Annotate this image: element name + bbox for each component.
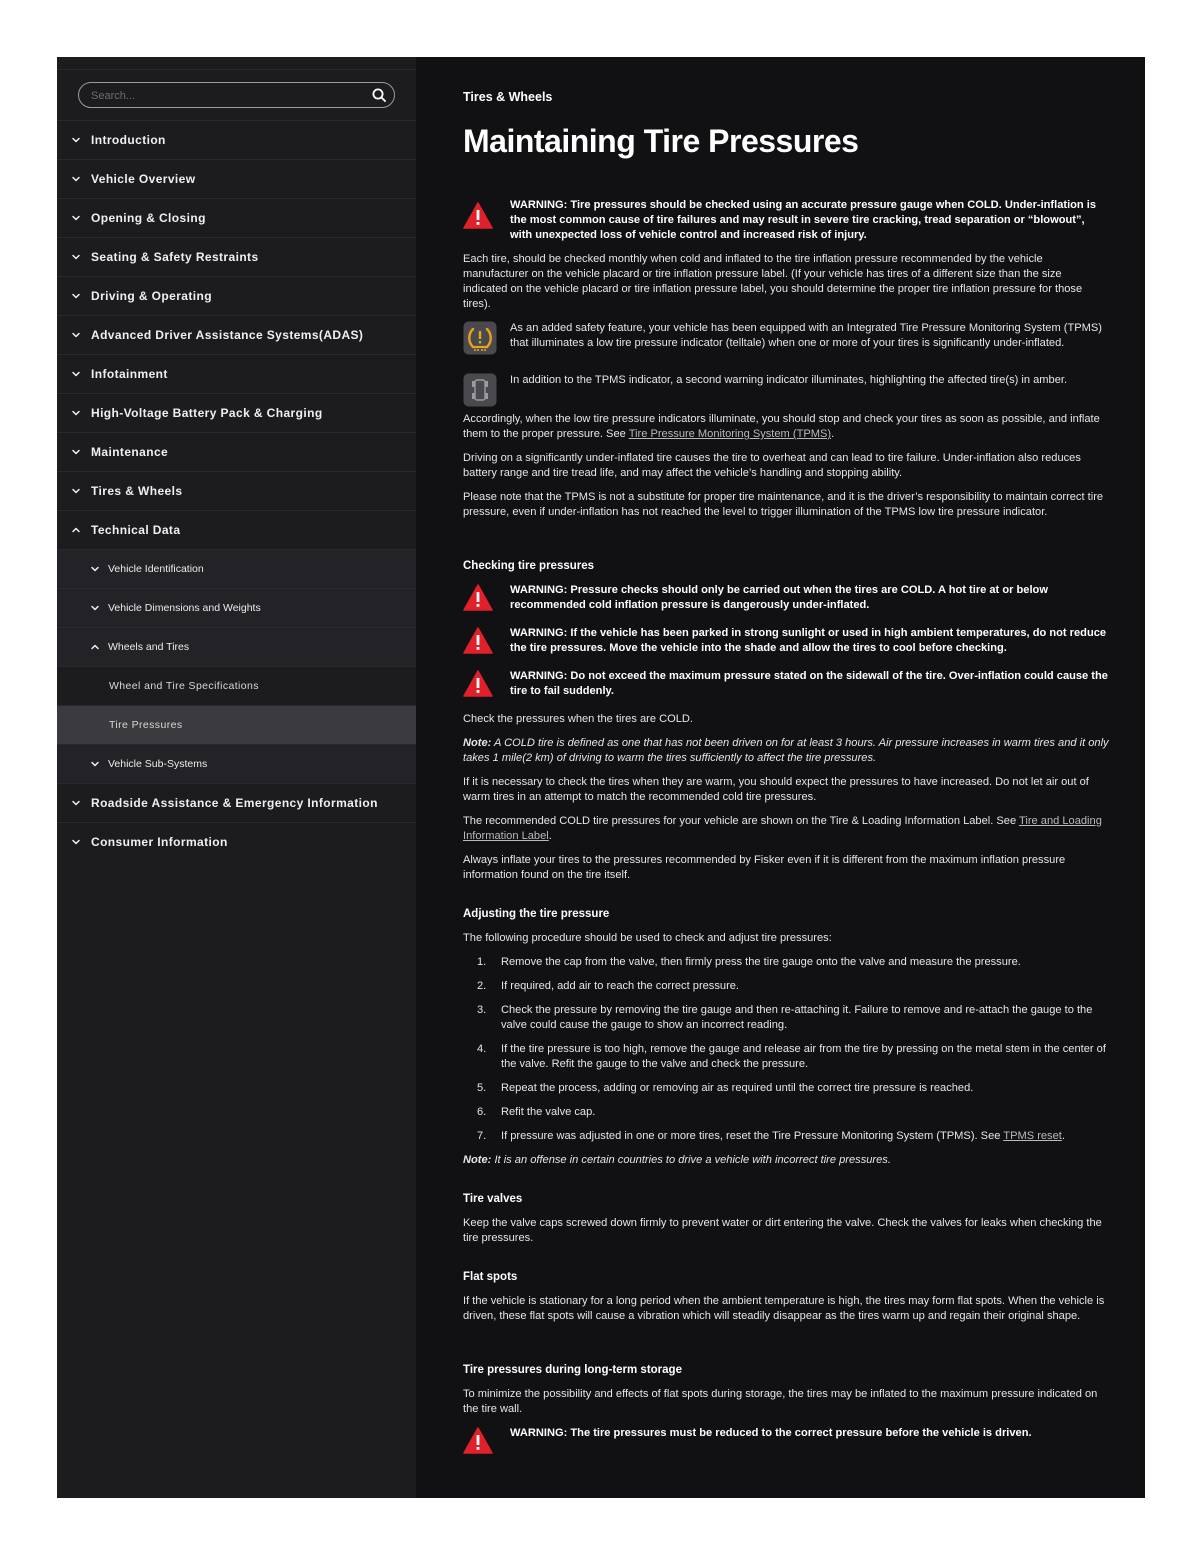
chevron-down-icon[interactable] [90, 759, 100, 769]
step-number: 1. [477, 956, 487, 968]
indicator-text: In addition to the TPMS indicator, a second warning indicator illuminates, highlighting the affected tire(s) in amber. [510, 374, 1068, 386]
chevron-down-icon[interactable] [71, 837, 81, 847]
step-text: If the tire pressure is too high, remove the gauge and release air from the tire by pressing on the metal stem in the center of the valve. Refit the gauge to the valve and check the pressure. [501, 1043, 1106, 1070]
indicator-block [463, 321, 1109, 360]
sidebar-item-label: Vehicle Overview [91, 172, 196, 186]
step-number: 4. [477, 1043, 487, 1055]
step-item [463, 1081, 1109, 1096]
step-item [463, 979, 1109, 994]
sidebar-item-vehicle-sub-systems[interactable] [57, 744, 416, 783]
indicator-block [463, 373, 1109, 412]
paragraph: Accordingly, when the low tire pressure indicators illuminate, you should stop and check your tires as soon as possible, and inflate them to the proper pressure. See Tire Pressure Monitoring System (TPMS). [463, 413, 1100, 440]
warning-text: WARNING: Pressure checks should only be carried out when the tires are COLD. A hot tire at or below recommended cold inflation pressure is dangerously under-inflated. [510, 584, 1048, 611]
chevron-up-icon[interactable] [71, 525, 81, 535]
paragraph: To minimize the possibility and effects of flat spots during storage, the tires may be inflated to the maximum pressure indicated on the tire wall. [463, 1388, 1098, 1415]
sidebar-item-label: Infotainment [91, 367, 168, 381]
paragraph: Please note that the TPMS is not a substitute for proper tire maintenance, and it is the driver’s responsibility to maintain correct tire pressure, even if under-inflation has not reached the level to trigger illumination of the TPMS low tire pressure indicator. [463, 491, 1104, 518]
section-heading: Adjusting the tire pressure [463, 908, 610, 920]
chevron-down-icon[interactable] [71, 330, 81, 340]
page-title: Maintaining Tire Pressures [463, 123, 859, 159]
sidebar-item-opening-closing[interactable] [57, 198, 416, 237]
step-number: 3. [477, 1004, 487, 1016]
sidebar-item-roadside-assistance[interactable] [57, 783, 416, 822]
step-item [463, 1105, 1109, 1120]
sidebar-item-consumer-information[interactable] [57, 822, 416, 861]
section-heading: Flat spots [463, 1271, 518, 1283]
breadcrumb[interactable]: Tires & Wheels [463, 90, 553, 104]
paragraph: Driving on a significantly under-inflated tire causes the tire to overheat and can lead to tire failure. Under-inflation also reduces battery range and tire tread life, and may affect the vehicle’s handling and stopping ability. [463, 452, 1081, 479]
warning-triangle-icon [463, 670, 493, 697]
paragraph: If it is necessary to check the tires when they are warm, you should expect the pressures to have increased. Do not let air out of warm tires in an attempt to match the recommended cold tire pressures. [463, 776, 1089, 803]
sidebar-item-label: Wheels and Tires [108, 641, 190, 653]
paragraph: The following procedure should be used to check and adjust tire pressures: [463, 932, 832, 944]
steps-list [463, 955, 1109, 1153]
indicator-text: As an added safety feature, your vehicle has been equipped with an Integrated Tire Pressure Monitoring System (TPMS) that illuminates a low tire pressure indicator (telltale) when one or more of your tires is significantly under-inflated. [510, 322, 1102, 349]
search-box[interactable] [78, 82, 395, 108]
sidebar-item-technical-data[interactable] [57, 510, 416, 549]
chevron-down-icon[interactable] [71, 135, 81, 145]
chevron-down-icon[interactable] [71, 174, 81, 184]
section-heading: Tire pressures during long-term storage [463, 1364, 682, 1376]
sidebar-item-vehicle-dimensions-weights[interactable] [57, 588, 416, 627]
paragraph: Keep the valve caps screwed down firmly to prevent water or dirt entering the valve. Check the valves for leaks when checking the tire pressures. [463, 1217, 1102, 1244]
sidebar-item-label: Tire Pressures [109, 719, 183, 731]
sidebar-item-introduction[interactable] [57, 120, 416, 159]
sidebar-item-label: Maintenance [91, 445, 169, 459]
sidebar-item-label: Roadside Assistance & Emergency Information [91, 796, 378, 810]
paragraph: Check the pressures when the tires are COLD. [463, 713, 693, 725]
search-input[interactable] [89, 86, 363, 106]
step-item [463, 1042, 1109, 1072]
step-number: 6. [477, 1106, 487, 1118]
sidebar-item-hv-battery-charging[interactable] [57, 393, 416, 432]
step-text: Refit the valve cap. [501, 1106, 596, 1118]
step-text: If required, add air to reach the correct pressure. [501, 980, 740, 992]
warning-block [463, 626, 1109, 659]
sidebar-item-label: Introduction [91, 133, 166, 147]
sidebar [57, 57, 416, 1498]
sidebar-item-adas[interactable] [57, 315, 416, 354]
sidebar-item-label: Opening & Closing [91, 211, 206, 225]
sidebar-item-label: Seating & Safety Restraints [91, 250, 259, 264]
sidebar-item-label: Tires & Wheels [91, 484, 183, 498]
chevron-down-icon[interactable] [71, 798, 81, 808]
note: Note: A COLD tire is defined as one that has not been driven on for at least 3 hours. Air pressure increases in warm tires and it only takes 1 mile(2 km) of driving to warm the tires sufficiently to affect the tire pressures. [463, 737, 1109, 764]
search-icon[interactable] [371, 87, 387, 103]
sidebar-item-driving-operating[interactable] [57, 276, 416, 315]
sidebar-item-wheels-and-tires[interactable] [57, 627, 416, 666]
tpms-link[interactable]: Tire Pressure Monitoring System (TPMS) [628, 428, 832, 440]
sidebar-item-label: Driving & Operating [91, 289, 212, 303]
warning-triangle-icon [463, 1427, 493, 1454]
warning-block [463, 1426, 1109, 1459]
sidebar-item-tires-wheels[interactable] [57, 471, 416, 510]
paragraph: Always inflate your tires to the pressures recommended by Fisker even if it is different from the maximum inflation pressure information found on the tire itself. [463, 854, 1066, 881]
warning-text: WARNING: The tire pressures must be reduced to the correct pressure before the vehicle is driven. [510, 1427, 1032, 1439]
sidebar-item-label: High-Voltage Battery Pack & Charging [91, 406, 323, 420]
sidebar-item-label: Vehicle Dimensions and Weights [108, 602, 261, 614]
chevron-down-icon[interactable] [71, 408, 81, 418]
warning-text: WARNING: If the vehicle has been parked in strong sunlight or used in high ambient temperatures, do not reduce the tire pressures. Move the vehicle into the shade and allow the tires to cool before checking. [510, 627, 1107, 654]
sidebar-item-label: Technical Data [91, 523, 181, 537]
section-heading: Tire valves [463, 1193, 523, 1205]
chevron-down-icon[interactable] [71, 447, 81, 457]
sidebar-item-infotainment[interactable] [57, 354, 416, 393]
sidebar-nav [57, 120, 416, 861]
warning-block [463, 583, 1109, 616]
warning-block [463, 669, 1109, 702]
sidebar-item-label: Vehicle Identification [108, 563, 204, 575]
step-text: Remove the cap from the valve, then firmly press the tire gauge onto the valve and measure the pressure. [501, 956, 1021, 968]
paragraph: If the vehicle is stationary for a long period when the ambient temperature is high, the tires may form flat spots. When the vehicle is driven, these flat spots will cause a vibration which will steadily disappear as the tires warm up and regain their original shape. [463, 1295, 1105, 1322]
step-item [463, 955, 1109, 970]
sidebar-item-label: Wheel and Tire Specifications [109, 680, 259, 692]
chevron-up-icon[interactable] [90, 642, 100, 652]
tpms-reset-link[interactable]: TPMS reset [1003, 1130, 1062, 1142]
paragraph: Each tire, should be checked monthly when cold and inflated to the tire inflation pressure recommended by the vehicle manufacturer on the vehicle placard or tire inflation pressure label. (If your vehicle has tires of a different size than the size indicated on the vehicle placard or tire inflation pressure label, you should determine the proper tire inflation pressure for those tires). [463, 253, 1083, 310]
sidebar-item-label: Advanced Driver Assistance Systems(ADAS) [91, 328, 364, 342]
step-text: Check the pressure by removing the tire gauge and then re-attaching it. Failure to remove and re-attach the gauge to the valve could cause the gauge to show an incorrect reading. [501, 1004, 1093, 1031]
chevron-down-icon[interactable] [71, 369, 81, 379]
warning-text: WARNING: Do not exceed the maximum pressure stated on the sidewall of the tire. Over-inflation could cause the tire to fail suddenly. [510, 670, 1108, 697]
step-number: 2. [477, 980, 487, 992]
sidebar-item-wheel-tire-specifications[interactable] [57, 666, 416, 705]
step-text: Repeat the process, adding or removing air as required until the correct tire pressure is reached. [501, 1082, 974, 1094]
tire-position-indicator-icon [463, 373, 497, 407]
loading-label-link[interactable]: Tire and Loading Information Label [463, 815, 1102, 842]
warning-triangle-icon [463, 202, 493, 229]
warning-text: WARNING: Tire pressures should be checked using an accurate pressure gauge when COLD. Under-inflation is the most common cause of tire failures and may result in severe tire cracking, tread separation or “blowout”, with unexpected loss of vehicle control and increased risk of injury. [510, 199, 1097, 241]
sidebar-item-maintenance[interactable] [57, 432, 416, 471]
sidebar-item-vehicle-overview[interactable] [57, 159, 416, 198]
chevron-down-icon[interactable] [71, 252, 81, 262]
warning-triangle-icon [463, 627, 493, 654]
chevron-down-icon[interactable] [90, 603, 100, 613]
step-item [463, 1003, 1109, 1033]
chevron-down-icon[interactable] [90, 564, 100, 574]
warning-triangle-icon [463, 584, 493, 611]
sidebar-item-vehicle-identification[interactable] [57, 549, 416, 588]
step-item: 7. If pressure was adjusted in one or more tires, reset the Tire Pressure Monitoring System (TPMS). See TPMS reset. [477, 1130, 1065, 1142]
sidebar-item-label: Consumer Information [91, 835, 228, 849]
paragraph: The recommended COLD tire pressures for your vehicle are shown on the Tire & Loading Information Label. See Tire and Loading Information Label. [463, 815, 1102, 842]
chevron-down-icon[interactable] [71, 291, 81, 301]
chevron-down-icon[interactable] [71, 213, 81, 223]
sidebar-item-tire-pressures[interactable] [57, 705, 416, 744]
tpms-indicator-icon [463, 321, 497, 355]
app-frame [57, 57, 1145, 1498]
warning-block [463, 198, 1109, 243]
step-number: 7. [477, 1130, 487, 1142]
chevron-down-icon[interactable] [71, 486, 81, 496]
note: Note: It is an offense in certain countries to drive a vehicle with incorrect tire pressures. [463, 1154, 891, 1166]
section-heading: Checking tire pressures [463, 560, 595, 572]
sidebar-item-label: Vehicle Sub-Systems [108, 758, 208, 770]
sidebar-item-seating-safety[interactable] [57, 237, 416, 276]
step-text: If pressure was adjusted in one or more tires, reset the Tire Pressure Monitoring System (TPMS). See [501, 1130, 1004, 1142]
step-number: 5. [477, 1082, 487, 1094]
